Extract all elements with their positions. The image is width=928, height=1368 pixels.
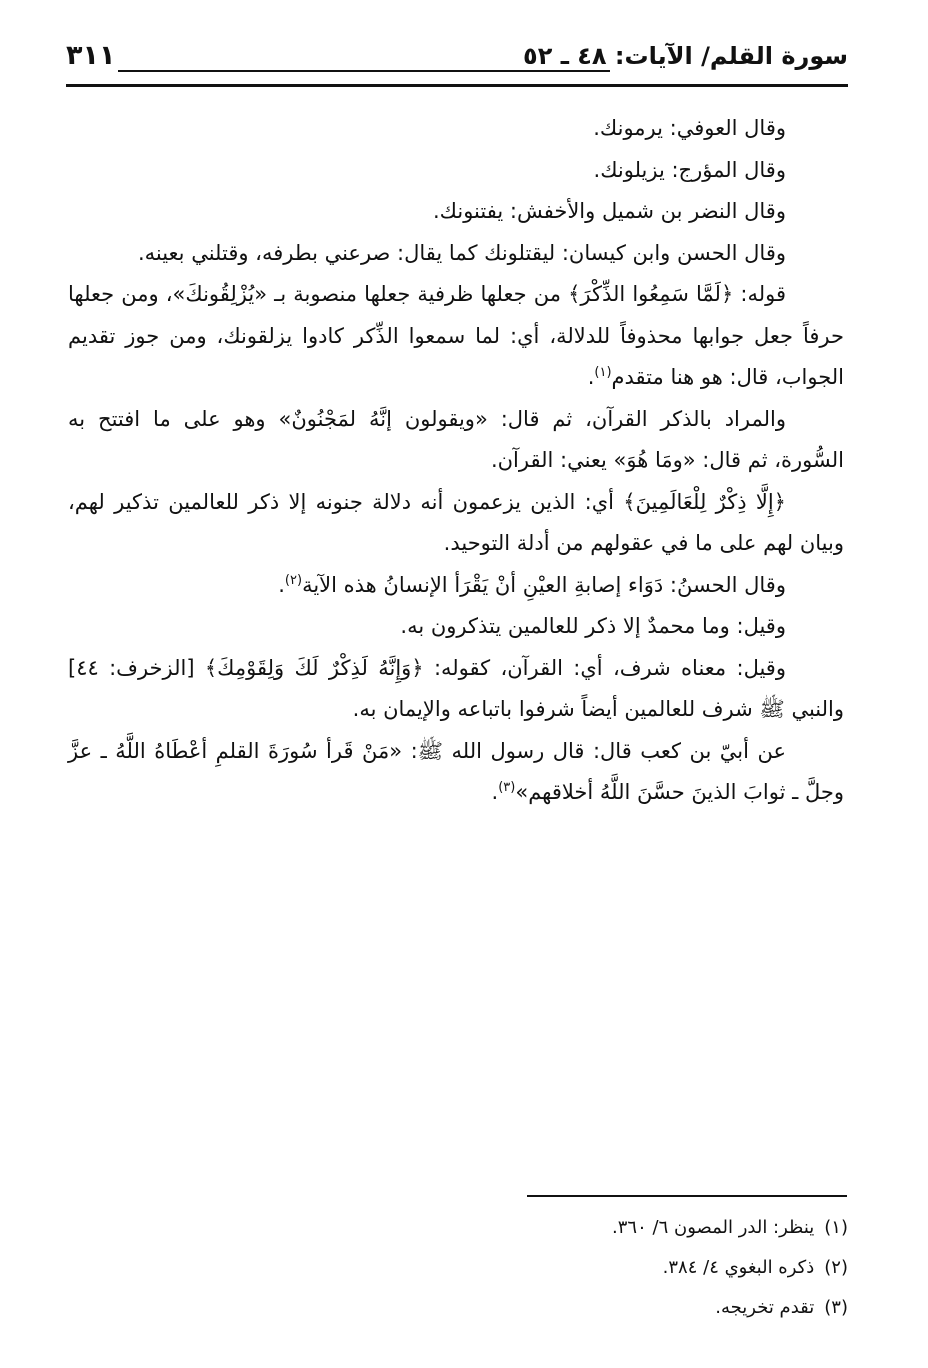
running-title: سورة القلم/ الآيات: ٤٨ ـ ٥٢: [523, 42, 848, 70]
footnote-marker: (٢): [824, 1257, 848, 1278]
footnote-text: تقدم تخريجه.: [715, 1297, 815, 1318]
body-text: [68, 108, 844, 814]
paragraph: وقيل: معناه شرف، أي: القرآن، كقوله: ﴿وَإِنَّهُ لَذِكْرٌ لَكَ وَلِقَوْمِكَ﴾ [الزخرف: ٤٤] والنبي ﷺ شرف للعالمين أيضاً شرفوا باتباعه والإيمان به.: [68, 655, 844, 721]
paragraph: وقال الحسن وابن كيسان: ليقتلونك كما يقال: صرعني بطرفه، وقتلني بعينه.: [137, 240, 786, 265]
footnote: [300, 1208, 848, 1248]
paragraph: عن أبيّ بن كعب قال: قال رسول الله ﷺ: «مَنْ قَرأ سُورَةَ القلمِ أعْطَاهُ اللَّهُ ـ عزَّ وجلَّ ـ ثوابَ الذينَ حسَّنَ اللَّهُ أخلاقهم»$^{(٣)}$.: [68, 738, 844, 804]
page-number: ٣١١: [66, 40, 116, 71]
footnote-marker: (٣): [824, 1297, 848, 1318]
page-header: [66, 40, 848, 82]
footnote-reference: (٢): [284, 572, 303, 588]
footnote-reference: (١): [594, 365, 612, 380]
footnote-separator: [527, 1195, 847, 1197]
footnote: [300, 1288, 848, 1328]
paragraph: وقال النضر بن شميل والأخفش: يفتنونك.: [432, 199, 786, 223]
footnote-text: ينظر: الدر المصون ٦/ ٣٦٠.: [612, 1217, 815, 1238]
header-leader-line: [118, 70, 610, 72]
paragraph: وقيل: وما محمدٌ إلا ذكر للعالمين يتذكرون به.: [400, 614, 786, 638]
footnotes: [300, 1208, 848, 1328]
footnote: [300, 1248, 848, 1288]
paragraph: وقال المؤرج: يزيلونك.: [593, 157, 786, 182]
footnote-text: ذكره البغوي ٤/ ٣٨٤.: [662, 1257, 815, 1278]
footnote-marker: (١): [824, 1217, 848, 1238]
footnote-reference: (٣): [498, 780, 516, 795]
paragraph: ﴿إِلَّا ذِكْرٌ لِلْعَالَمِينَ﴾ أي: الذين يزعمون أنه دلالة جنونه إلا ذكر للعالمين تذكير لهم، وبيان لهم على ما في عقولهم من أدلة التوحيد.: [68, 489, 844, 555]
paragraph: والمراد بالذكر القرآن، ثم قال: «ويقولون إنَّهُ لمَجْنُونٌ» وهو على ما افتتح به السُّورة، ثم قال: «ومَا هُوَ» يعني: القرآن.: [68, 406, 844, 472]
header-rule: [66, 84, 848, 87]
paragraph: وقال الحسنُ: دَوَاء إصابةِ العيْنِ أنْ يَقْرَأ الإنسانُ هذه الآية$^{(٢)}$.: [278, 572, 786, 597]
paragraph: وقال العوفي: يرمونك.: [593, 116, 786, 140]
paragraph: قوله: ﴿لَمَّا سَمِعُوا الذِّكْرَ﴾ من جعلها ظرفية جعلها منصوبة بـ «يُزْلِقُونكَ»، ومن جعلها حرفاً جعل جوابها محذوفاً للدلالة، أي: لما سمعوا الذِّكر كادوا يزلقونك، ومن جوز تقديم الجواب، قال: هو هنا متقدم$^{(١)}$.: [68, 282, 844, 389]
